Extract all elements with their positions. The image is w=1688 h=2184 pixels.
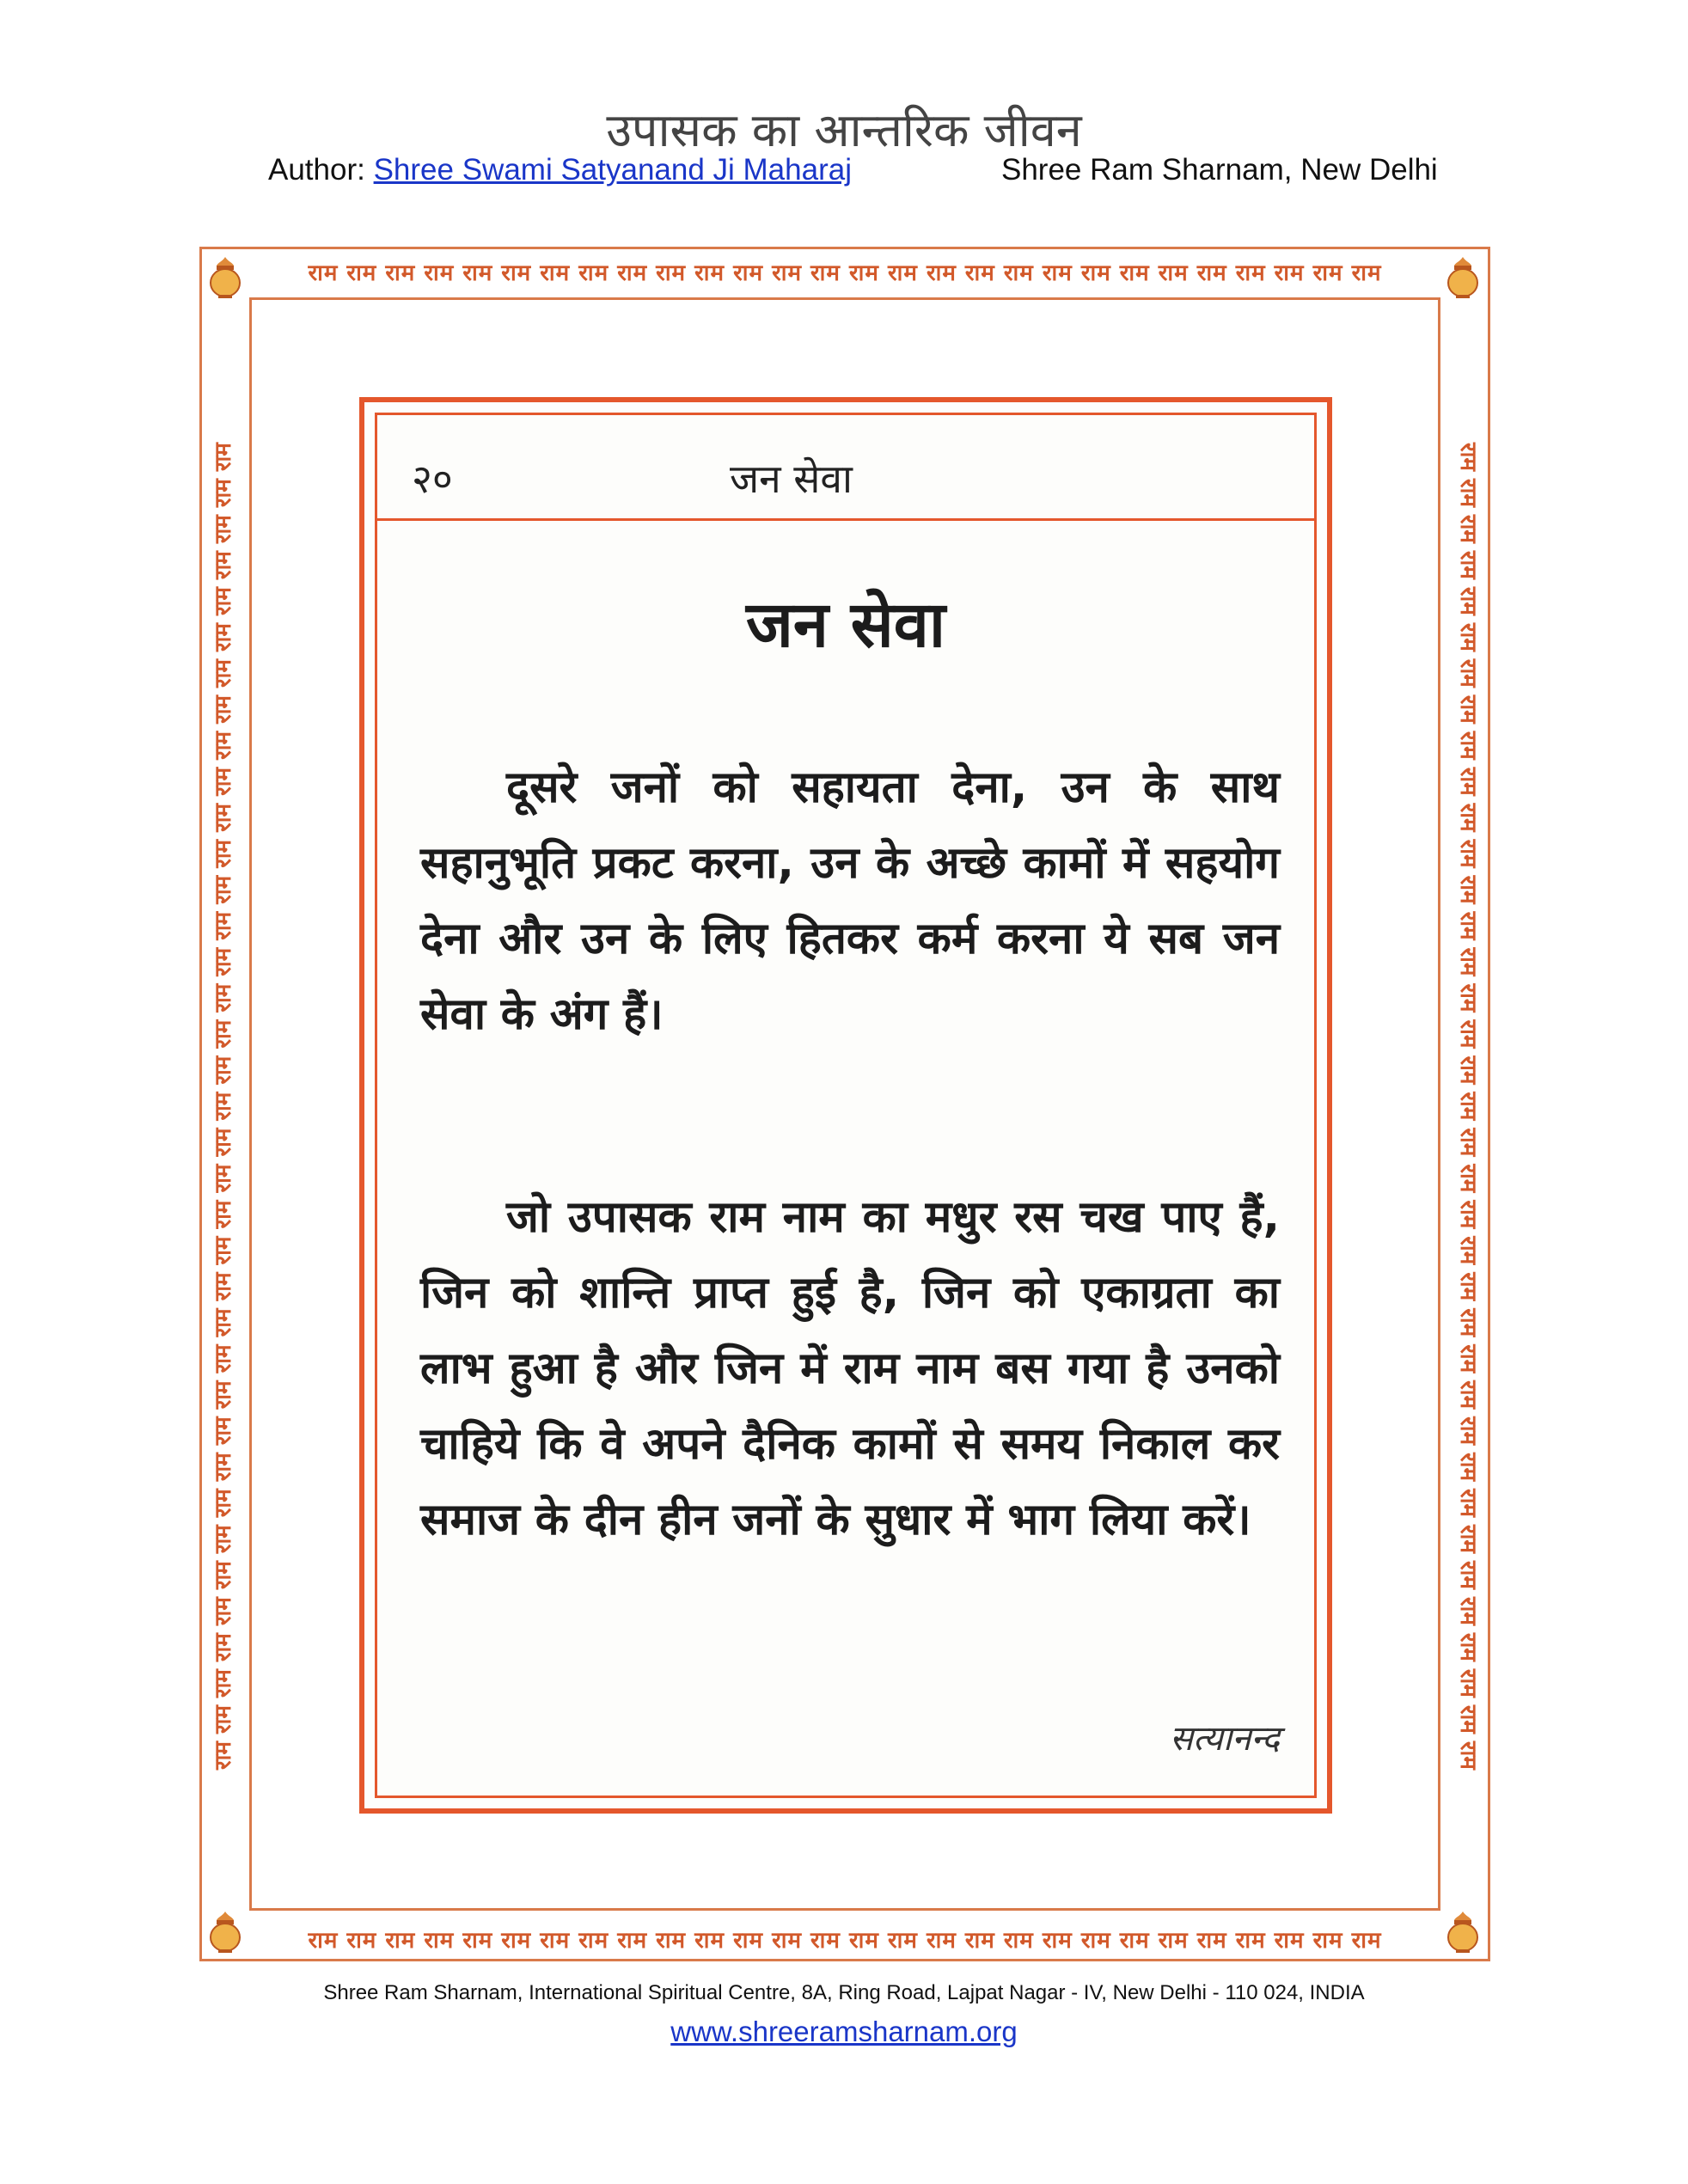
ram-border-left: राम राम राम राम राम राम राम राम राम राम राम राम राम राम राम राम राम राम राम राम राम राम राम राम राम राम राम राम राम राम राम राम राम राम राम राम राम (211, 443, 236, 1770)
page-number: २० (412, 456, 453, 502)
book-page-inner-border (375, 413, 1317, 1798)
chapter-heading: जन सेवा (745, 588, 946, 662)
ram-border-right: राम राम राम राम राम राम राम राम राम राम राम राम राम राम राम राम राम राम राम राम राम राम राम राम राम राम राम राम राम राम राम राम राम राम राम राम राम (1455, 443, 1481, 1770)
paragraph-1: दूसरे जनों को सहायता देना, उन के साथ सहानुभूति प्रकट करना, उन के अच्छे कामों में सहयोग देना और उन के लिए हितकर कर्म करना ये सब जन सेवा के अंग हैं। (420, 762, 1280, 1040)
kalash-icon (1444, 254, 1482, 300)
book-page (359, 397, 1332, 1814)
ram-border-bottom: राम राम राम राम राम राम राम राम राम राम राम राम राम राम राम राम राम राम राम राम राम राम राम राम राम राम राम राम (308, 1928, 1382, 1954)
kalash-icon (206, 1908, 244, 1955)
author-link[interactable]: Shree Swami Satyanand Ji Maharaj (373, 153, 852, 187)
kalash-icon (1444, 1908, 1482, 1955)
footer-website (0, 2016, 1688, 2048)
running-title: जन सेवा (730, 456, 853, 502)
footer-address: Shree Ram Sharnam, International Spiritual Centre, 8A, Ring Road, Lajpat Nagar - IV, New Delhi - 110 024, INDIA (323, 1981, 1365, 2004)
kalash-icon (206, 254, 244, 300)
website-link[interactable]: www.shreeramsharnam.org (670, 2016, 1018, 2047)
author-label: Author: (268, 153, 374, 187)
ram-border-top: राम राम राम राम राम राम राम राम राम राम राम राम राम राम राम राम राम राम राम राम राम राम राम राम राम राम राम राम (308, 260, 1382, 286)
paragraph-2: जो उपासक राम नाम का मधुर रस चख पाए हैं, जिन को शान्ति प्राप्त हुई है, जिन को एकाग्रता का लाभ हुआ है और जिन में राम नाम बस गया है उनको चाहिये कि वे अपने दैनिक कामों से समय निकाल कर समाज के दीन हीन जनों के सुधार में भाग लिया करें। (420, 1192, 1280, 1545)
publisher-place: Shree Ram Sharnam, New Delhi (1001, 153, 1438, 187)
book-title: उपासक का आन्तरिक जीवन (606, 103, 1082, 157)
signature: सत्यानन्द (1170, 1719, 1280, 1759)
page-header (377, 415, 1314, 521)
author-line (268, 153, 852, 187)
